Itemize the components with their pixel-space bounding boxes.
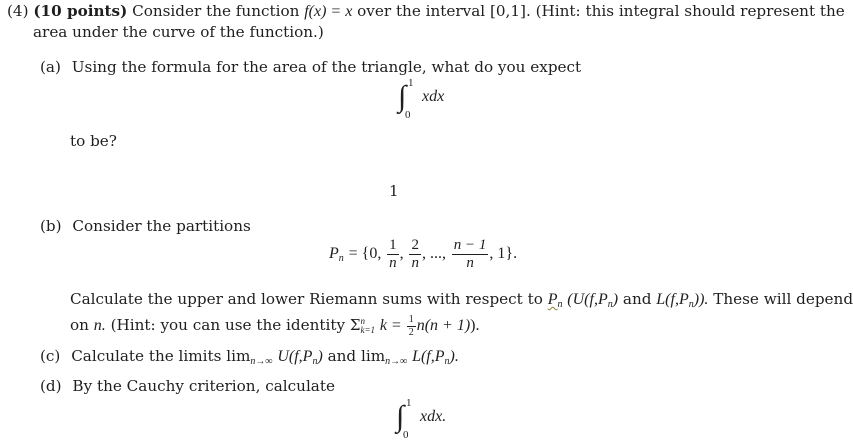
- sigma-icon: Σ: [349, 316, 361, 334]
- part-c-upper: $U(f,P_n)$: [277, 348, 323, 367]
- part-b-label: (b): [40, 217, 62, 235]
- part-a-tail: to be?: [70, 132, 117, 150]
- partition-formula: $P_n = \{0$, $\frac{1}{n}$ , $\frac{2}{n}$ , ..., $\frac{n - 1}{n}$ , 1}.: [329, 236, 518, 271]
- fraction-denominator: n: [389, 254, 397, 271]
- upper-sum-expr: ($U(f,P_n)$: [567, 291, 619, 310]
- part-c-line: [40, 347, 459, 371]
- sum-lower: k=1: [360, 325, 376, 335]
- fraction-n-minus-1-over-n: [452, 238, 489, 271]
- lower-sum-expr: $L(f,P_n)$).: [656, 291, 709, 310]
- fraction-numerator: 2: [411, 236, 419, 253]
- part-a-integrand: xdx: [422, 88, 445, 105]
- part-d-line: [40, 377, 335, 396]
- part-d-int-lower: 0: [403, 429, 409, 441]
- part-d-label: (d): [40, 377, 62, 395]
- sum-eq: =: [391, 317, 401, 334]
- hint-on: on: [70, 316, 89, 334]
- q4-number: (4): [7, 2, 29, 20]
- fraction-one-half: $\frac{1}{2}$: [408, 313, 414, 338]
- lim-sub-2: n→∞: [385, 356, 408, 367]
- fraction-denominator: n: [411, 254, 419, 271]
- partition-p-sub: n: [338, 253, 344, 264]
- partition-p: P: [329, 245, 339, 262]
- part-b-line: [40, 217, 251, 236]
- fraction-numerator: n − 1: [453, 236, 487, 253]
- part-a-label: (a): [40, 58, 61, 76]
- lim-sub-1: n→∞: [250, 356, 273, 367]
- part-b-hint-line: [70, 314, 479, 338]
- partition-eq: = {0,: [348, 245, 382, 262]
- fraction-numerator: 1: [389, 236, 397, 253]
- calc-text-b: These will depend: [713, 290, 853, 308]
- partition-dots: , ...,: [421, 245, 446, 262]
- part-c-text: Calculate the limits lim: [71, 347, 251, 365]
- part-c-lower: $L(f,P_n)$.: [412, 348, 459, 367]
- integral-sign-icon: ∫: [398, 80, 407, 113]
- part-a-answer: 1: [389, 182, 399, 200]
- part-d-text: By the Cauchy criterion, calculate: [72, 377, 335, 395]
- part-d-int-upper: 1: [406, 397, 412, 409]
- hint-text: (Hint: you can use the identity: [110, 316, 346, 334]
- sum-identity: [349, 313, 480, 338]
- integral-sign-icon: ∫: [396, 400, 405, 433]
- fraction-denominator: n: [466, 254, 474, 271]
- part-a-int-upper: 1: [408, 77, 414, 89]
- calc-and: and: [622, 290, 652, 308]
- q4-function: f(x) = x: [304, 3, 353, 20]
- sum-k: k: [379, 317, 387, 334]
- part-c-and: and lim: [327, 347, 386, 365]
- part-a-int-lower: 0: [405, 109, 411, 121]
- part-d-integrand: xdx.: [420, 408, 447, 425]
- pn-symbol: $P_n$: [547, 291, 563, 310]
- part-b-text: Consider the partitions: [72, 217, 251, 235]
- part-c-label: (c): [40, 347, 61, 365]
- sum-upper: n: [360, 316, 365, 326]
- q4-intro-b: over the interval [0,1]. (Hint: this integral should represent the: [357, 2, 845, 20]
- q4-line-2: area under the curve of the function.): [33, 23, 324, 41]
- part-a-line: [40, 58, 581, 77]
- part-a-text: Using the formula for the area of the triangle, what do you expect: [71, 58, 582, 76]
- q4-intro-a: Consider the function: [132, 2, 300, 20]
- partition-end: , 1}: [489, 245, 514, 262]
- part-b-calc-line: [70, 290, 853, 314]
- sum-close: ).: [470, 317, 480, 334]
- q4-points: (10 points): [33, 2, 128, 20]
- q4-line-1: [7, 2, 845, 21]
- calc-text-a: Calculate the upper and lower Riemann sums with respect to: [70, 290, 543, 308]
- fraction-2-over-n: [409, 238, 421, 271]
- fraction-1-over-n: [387, 238, 399, 271]
- sum-rhs: n(n + 1): [416, 317, 471, 334]
- partition-period: .: [513, 245, 518, 262]
- hint-n: n.: [93, 317, 106, 334]
